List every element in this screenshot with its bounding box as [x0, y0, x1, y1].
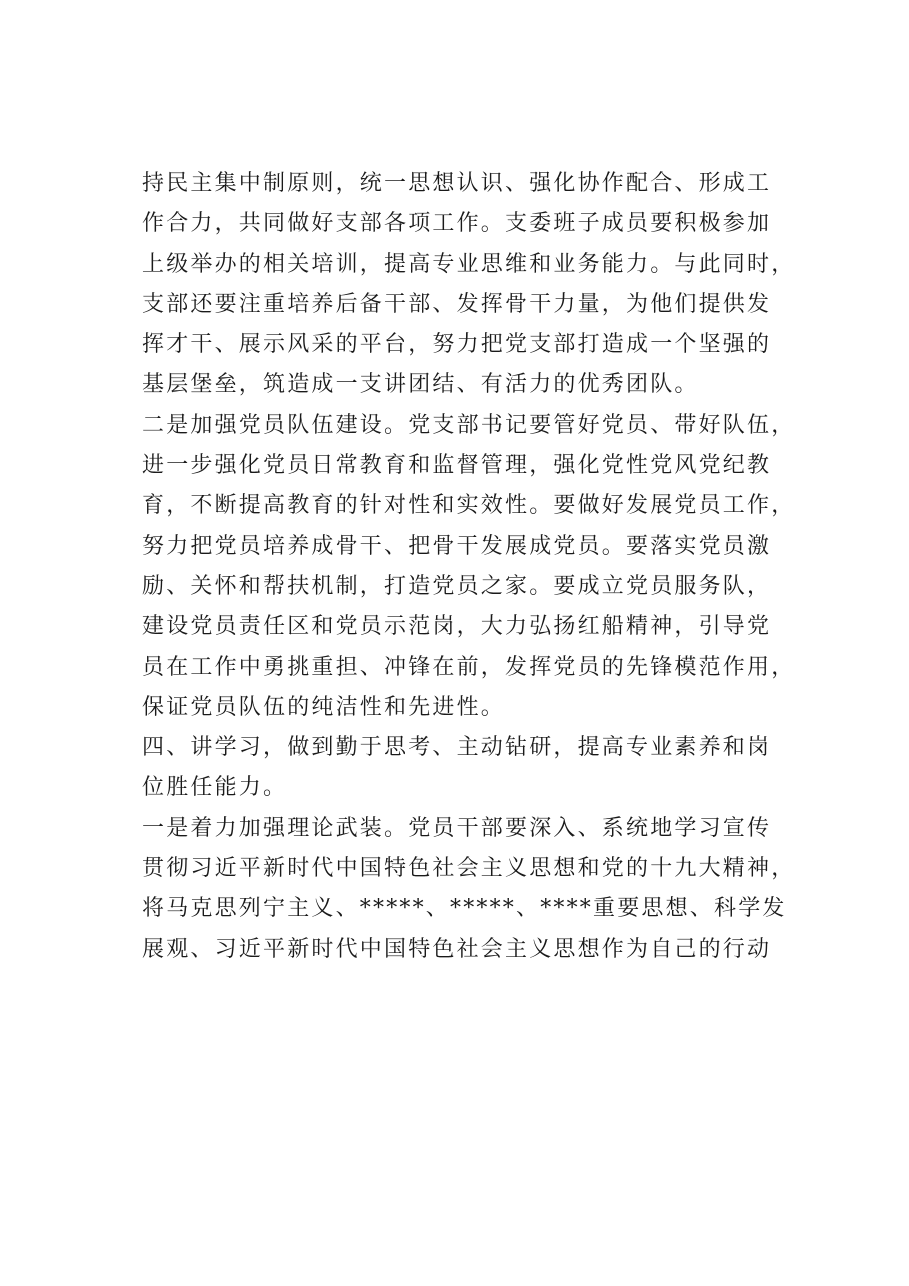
- text-line: 一是着力加强理论武装。党员干部要深入、系统地学习宣传: [142, 815, 772, 841]
- text-line: 位胜任能力。: [142, 775, 288, 801]
- text-line: 育，不断提高教育的针对性和实效性。要做好发展党员工作，: [142, 493, 796, 519]
- text-line: 支部还要注重培养后备干部、发挥骨干力量，为他们提供发: [142, 291, 772, 317]
- text-line: 挥才干、展示风采的平台，努力把党支部打造成一个坚强的: [142, 332, 772, 358]
- text-line: 励、关怀和帮扶机制，打造党员之家。要成立党员服务队，: [142, 573, 772, 599]
- text-line: 作合力，共同做好支部各项工作。支委班子成员要积极参加: [142, 211, 772, 237]
- body-text: [142, 164, 802, 970]
- text-line: 二是加强党员队伍建设。党支部书记要管好党员、带好队伍，: [142, 412, 796, 438]
- text-line: 努力把党员培养成骨干、把骨干发展成党员。要落实党员激: [142, 533, 772, 559]
- text-line: 持民主集中制原则，统一思想认识、强化协作配合、形成工: [142, 171, 772, 196]
- text-line: 员在工作中勇挑重担、冲锋在前，发挥党员的先锋模范作用，: [142, 654, 796, 680]
- text-line: 贯彻习近平新时代中国特色社会主义思想和党的十九大精神，: [142, 856, 796, 882]
- text-line: 进一步强化党员日常教育和监督管理，强化党性党风党纪教: [142, 453, 772, 479]
- text-line: 四、讲学习，做到勤于思考、主动钻研，提高专业素养和岗: [142, 735, 772, 761]
- text-line: 上级举办的相关培训，提高专业思维和业务能力。与此同时，: [142, 251, 796, 277]
- text-line: 建设党员责任区和党员示范岗，大力弘扬红船精神，引导党: [142, 614, 772, 640]
- text-line: 基层堡垒，筑造成一支讲团结、有活力的优秀团队。: [142, 372, 699, 398]
- text-line: 将马克思列宁主义、*****、*****、****重要思想、科学发: [142, 896, 787, 922]
- text-line: 保证党员队伍的纯洁性和先进性。: [142, 694, 506, 720]
- text-line: 展观、习近平新时代中国特色社会主义思想作为自己的行动: [142, 936, 772, 962]
